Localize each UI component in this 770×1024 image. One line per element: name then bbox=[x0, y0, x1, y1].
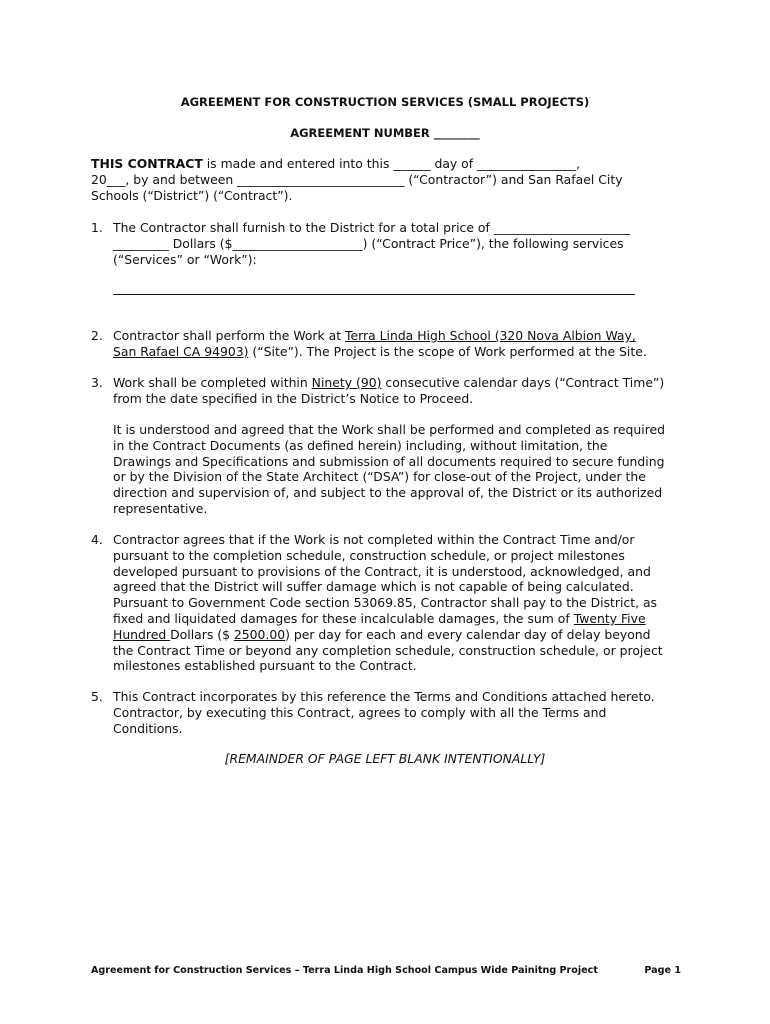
clause-text bbox=[113, 220, 691, 267]
clause-2-post: (“Site”). The Project is the scope of Work performed at the Site. bbox=[248, 343, 647, 359]
clause-3 bbox=[91, 375, 691, 407]
clause-3-post: consecutive calendar days (“Contract Time”) bbox=[381, 375, 665, 390]
clause-3-sub-line: Drawings and Specifications and submission of all documents required to secure funding bbox=[113, 453, 665, 469]
clause-4-line: pursuant to the completion schedule, construction schedule, or project milestones bbox=[113, 547, 625, 563]
clause-number: 5. bbox=[91, 689, 103, 704]
clause-text bbox=[113, 328, 691, 360]
clause-2-pre: Contractor shall perform the Work at bbox=[113, 328, 346, 343]
clause-2-line-1 bbox=[113, 328, 691, 344]
intro-line-1-rest: is made and entered into this ______ day of ________________, bbox=[202, 156, 581, 171]
agreement-number: AGREEMENT NUMBER ________ bbox=[290, 126, 480, 140]
clause-1 bbox=[91, 220, 691, 267]
page-number: Page 1 bbox=[644, 965, 681, 976]
clause-number: 2. bbox=[91, 328, 103, 343]
clause-4-line-6-pre: fixed and liquidated damages for these incalculable damages, the sum of bbox=[113, 610, 574, 626]
damages-amount-words-2: Hundred bbox=[113, 626, 171, 642]
intro-line-3: Schools (“District”) (“Contract”). bbox=[91, 187, 293, 203]
clause-number: 1. bbox=[91, 220, 103, 235]
clause-4-line-7 bbox=[113, 627, 691, 643]
clause-3-sub-line: direction and supervision of, and subject to the approval of, the District or its authorized bbox=[113, 485, 663, 501]
remainder-note: [REMAINDER OF PAGE LEFT BLANK INTENTIONALLY] bbox=[224, 751, 546, 766]
clause-3-sub-line: representative. bbox=[113, 500, 208, 516]
services-blank-line bbox=[113, 294, 635, 295]
clause-3-sub-line: or by the Division of the State Architect (“DSA”) for close-out of the Project, under the bbox=[113, 469, 646, 485]
clause-number: 4. bbox=[91, 532, 103, 547]
clause-1-line-1: The Contractor shall furnish to the District for a total price of ______________________ bbox=[113, 220, 631, 235]
site-name-line-1: Terra Linda High School (320 Nova Albion Way, bbox=[345, 328, 636, 343]
clause-2-line-2 bbox=[113, 344, 691, 360]
clause-3-pre: Work shall be completed within bbox=[113, 375, 312, 390]
clause-5 bbox=[91, 689, 691, 736]
clause-3-line-2: from the date specified in the District’s Notice to Proceed. bbox=[113, 390, 474, 406]
intro-line-2: 20___, by and between ___________________________ (“Contractor”) and San Rafael City bbox=[91, 171, 623, 187]
clause-3-line-1 bbox=[113, 375, 691, 391]
clause-3-subparagraph bbox=[113, 422, 693, 517]
clause-5-line: Conditions. bbox=[113, 720, 183, 736]
clause-4-line-7-mid: Dollars ($ bbox=[170, 626, 234, 642]
clause-4-line-8: the Contract Time or beyond any completion schedule, construction schedule, or project bbox=[113, 642, 663, 658]
intro-lead: THIS CONTRACT bbox=[91, 156, 203, 171]
clause-text bbox=[113, 375, 691, 407]
clause-4-line: agreed that the District will suffer damage which is not capable of being calculated. bbox=[113, 579, 634, 595]
contract-days: Ninety (90) bbox=[311, 375, 382, 390]
clause-4-line: Contractor agrees that if the Work is not completed within the Contract Time and/or bbox=[113, 532, 635, 547]
clause-number: 3. bbox=[91, 375, 103, 390]
clause-1-line-3: (“Services” or “Work”): bbox=[113, 251, 257, 267]
clause-4-line-7-post: ) per day for each and every calendar day of delay beyond bbox=[285, 626, 651, 642]
intro-paragraph bbox=[91, 156, 691, 203]
clause-2 bbox=[91, 328, 691, 360]
damages-amount-figure: 2500.00 bbox=[233, 626, 286, 642]
clause-4 bbox=[91, 532, 691, 674]
clause-4-line-6 bbox=[113, 611, 691, 627]
clause-4-line: Pursuant to Government Code section 53069.85, Contractor shall pay to the District, as bbox=[113, 595, 658, 611]
clause-text bbox=[113, 689, 691, 736]
document-title: AGREEMENT FOR CONSTRUCTION SERVICES (SMALL PROJECTS) bbox=[180, 95, 590, 109]
intro-line-1 bbox=[91, 156, 691, 172]
damages-amount-words-1: Twenty Five bbox=[573, 610, 646, 626]
clause-5-line: This Contract incorporates by this reference the Terms and Conditions attached hereto. bbox=[113, 689, 655, 704]
clause-text bbox=[113, 532, 691, 674]
clause-3-sub-line: It is understood and agreed that the Work shall be performed and completed as required bbox=[113, 422, 666, 437]
clause-3-sub-line: in the Contract Documents (as defined herein) including, without limitation, the bbox=[113, 437, 608, 453]
clause-4-line: developed pursuant to provisions of the Contract, it is understood, acknowledged, and bbox=[113, 563, 651, 579]
site-name-line-2: San Rafael CA 94903) bbox=[113, 343, 249, 359]
clause-1-line-2: _________ Dollars ($_____________________) (“Contract Price”), the following services bbox=[113, 235, 624, 251]
clause-4-line-9: milestones established pursuant to the Contract. bbox=[113, 658, 417, 674]
clause-5-line: Contractor, by executing this Contract, agrees to comply with all the Terms and bbox=[113, 704, 607, 720]
footer-title: Agreement for Construction Services – Terra Linda High School Campus Wide Painitng Project bbox=[91, 965, 598, 976]
